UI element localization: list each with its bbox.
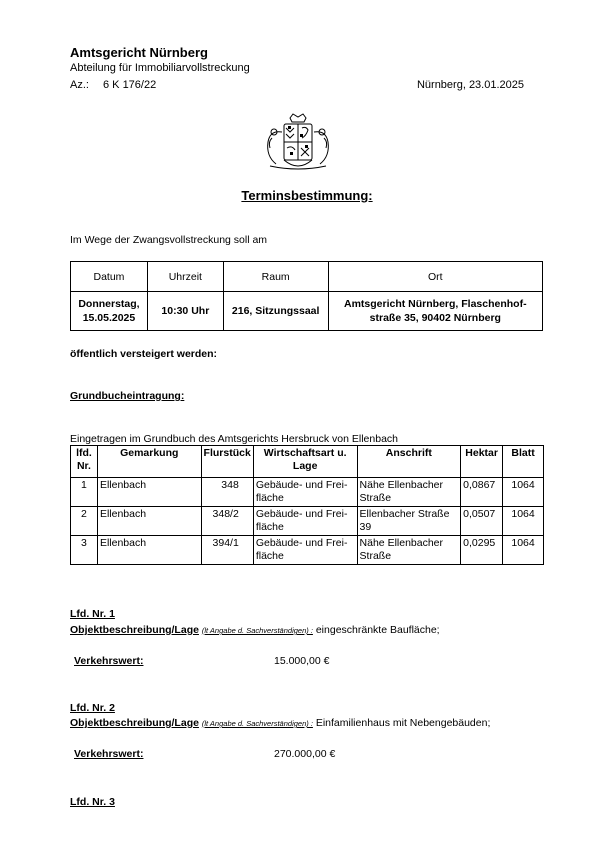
header-raum: Raum [223,262,328,292]
cell-gemarkung: Ellenbach [97,536,201,565]
header-anschrift: Anschrift [357,446,461,478]
cell-hektar: 0,0295 [461,536,503,565]
header-gemarkung: Gemarkung [97,446,201,478]
cell-blatt: 1064 [503,536,544,565]
cell-hektar: 0,0507 [461,507,503,536]
auction-statement: öffentlich versteigert werden: [70,348,218,360]
object-1-value-label: Verkehrswert: [74,655,144,667]
cell-wirtschaftsart: Gebäude- und Frei- fläche [253,478,357,507]
object-2-heading: Lfd. Nr. 2 [70,702,115,714]
department: Abteilung für Immobiliarvollstreckung [70,62,250,74]
cell-anschrift: Ellenbacher Straße 39 [357,507,461,536]
appointment-place: Amtsgericht Nürnberg, Flaschenhof- straße 35, 90402 Nürnberg [328,292,542,331]
object-1-description: Objektbeschreibung/Lage (lt Angabe d. Sachverständigen) : eingeschränkte Baufläche; [70,624,440,636]
land-register-table [70,445,544,565]
cell-anschrift: Nähe Ellenbacher Straße [357,536,461,565]
object-2-value-label: Verkehrswert: [74,748,144,760]
header-datum: Datum [71,262,148,292]
cell-flurstueck: 348 [201,478,253,507]
cell-flurstueck: 348/2 [201,507,253,536]
header-ort: Ort [328,262,542,292]
header-uhrzeit: Uhrzeit [147,262,223,292]
land-register-heading: Grundbucheintragung: [70,390,185,402]
object-1-heading: Lfd. Nr. 1 [70,608,115,620]
cell-nr: 1 [71,478,98,507]
cell-blatt: 1064 [503,507,544,536]
cell-gemarkung: Ellenbach [97,478,201,507]
header-hektar: Hektar [461,446,503,478]
table-row [71,507,544,536]
cell-hektar: 0,0867 [461,478,503,507]
cell-gemarkung: Ellenbach [97,507,201,536]
appointment-time: 10:30 Uhr [147,292,223,331]
table-row [71,536,544,565]
court-name: Amtsgericht Nürnberg [70,45,208,60]
table-header-row [71,446,544,478]
case-number: 6 K 176/22 [103,79,157,91]
header-lfd-nr: lfd. Nr. [71,446,98,478]
coat-of-arms-icon [262,112,334,174]
appointment-date: Donnerstag, 15.05.2025 [71,292,148,331]
intro-text: Im Wege der Zwangsvollstreckung soll am [70,234,268,246]
object-2-description: Objektbeschreibung/Lage (lt Angabe d. Sachverständigen) : Einfamilienhaus mit Nebengebäuden; [70,717,491,729]
land-register-intro: Eingetragen im Grundbuch des Amtsgerichts Hersbruck von Ellenbach [70,433,399,445]
cell-blatt: 1064 [503,478,544,507]
place-date: Nürnberg, 23.01.2025 [416,79,524,91]
header-flurstueck: Flurstück [201,446,253,478]
object-3-heading: Lfd. Nr. 3 [70,796,115,808]
table-row [71,292,543,331]
case-number-label: Az.: [70,79,89,91]
object-1-value: 15.000,00 € [274,655,330,667]
appointment-room: 216, Sitzungssaal [223,292,328,331]
document-title: Terminsbestimmung: [241,188,373,203]
cell-nr: 2 [71,507,98,536]
appointment-table [70,261,543,331]
cell-nr: 3 [71,536,98,565]
table-header-row [71,262,543,292]
header-wirtschaftsart: Wirtschaftsart u. Lage [253,446,357,478]
cell-wirtschaftsart: Gebäude- und Frei- fläche [253,507,357,536]
table-row [71,478,544,507]
cell-anschrift: Nähe Ellenbacher Straße [357,478,461,507]
object-2-value: 270.000,00 € [274,748,336,760]
header-blatt: Blatt [503,446,544,478]
cell-wirtschaftsart: Gebäude- und Frei- fläche [253,536,357,565]
cell-flurstueck: 394/1 [201,536,253,565]
